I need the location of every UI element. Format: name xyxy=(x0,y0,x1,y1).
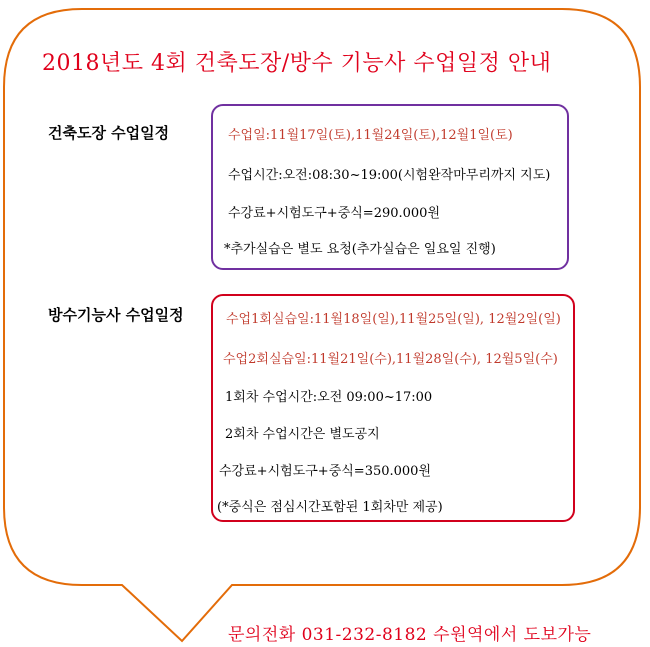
waterproofing-lunch-note: (*중식은 점심시간포함된 1회차만 제공) xyxy=(217,500,443,515)
painting-class-time: 수업시간:오전:08:30~19:00(시험완작마무리까지 지도) xyxy=(228,168,551,183)
waterproofing-session1-time: 1회차 수업시간:오전 09:00~17:00 xyxy=(225,390,433,405)
painting-extra-note: *추가실습은 별도 요청(추가실습은 일요일 진행) xyxy=(224,242,496,257)
waterproofing-fee: 수강료+시험도구+중식=350.000원 xyxy=(219,464,432,479)
painting-fee: 수강료+시험도구+중식=290.000원 xyxy=(228,206,441,221)
page-title: 2018년도 4회 건축도장/방수 기능사 수업일정 안내 xyxy=(42,51,552,76)
waterproofing-session1-dates: 수업1회실습일:11월18일(일),11월25일(일), 12월2일(일) xyxy=(226,312,561,327)
section-label-painting: 건축도장 수업일정 xyxy=(48,124,170,142)
painting-class-dates: 수업일:11월17일(토),11월24일(토),12월1일(토) xyxy=(228,128,513,143)
waterproofing-session2-dates: 수업2회실습일:11월21일(수),11월28일(수), 12월5일(수) xyxy=(223,352,558,367)
waterproofing-schedule-box xyxy=(211,294,575,522)
contact-footer: 문의전화 031-232-8182 수원역에서 도보가능 xyxy=(228,625,592,645)
section-label-waterproofing: 방수기능사 수업일정 xyxy=(48,306,184,324)
waterproofing-session2-time: 2회차 수업시간은 별도공지 xyxy=(225,427,380,442)
